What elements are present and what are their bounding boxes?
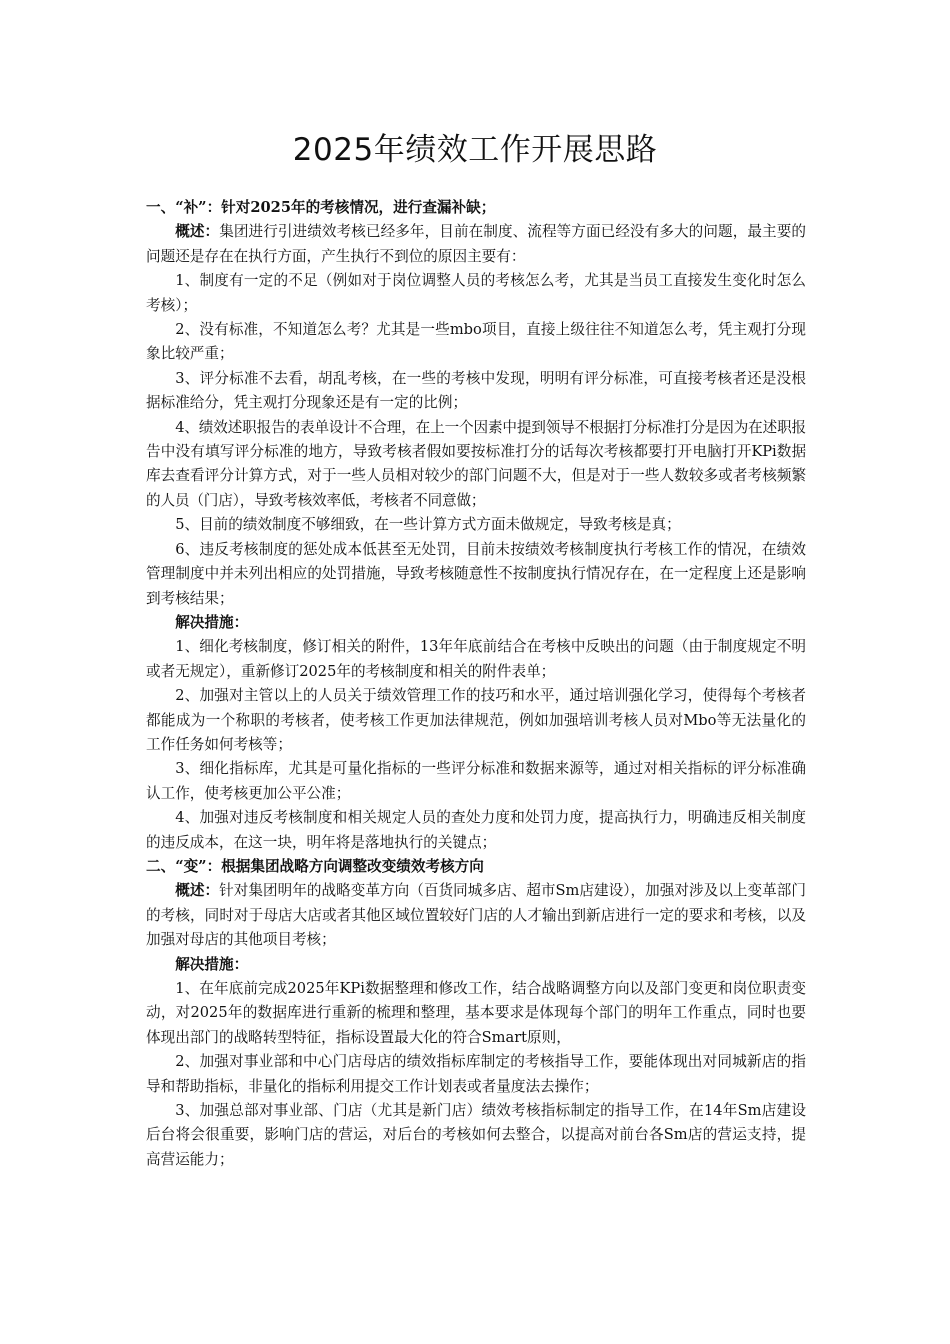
solution-item: 2、加强对主管以上的人员关于绩效管理工作的技巧和水平，通过培训强化学习，使得每个考核者都能成为一个称职的考核者，使考核工作更加法律规范，例如加强培训考核人员对Mbo等无法量化的工作任务如何考核等； xyxy=(146,687,806,753)
page-title: 2025年绩效工作开展思路 xyxy=(292,132,658,168)
solution-item: 1、细化考核制度，修订相关的附件，13年年底前结合在考核中反映出的问题（由于制度规定不明或者无规定），重新修订2025年的考核制度和相关的附件表单； xyxy=(146,638,806,680)
section-2-overview xyxy=(146,879,806,952)
problem-item: 1、制度有一定的不足（例如对于岗位调整人员的考核怎么考，尤其是当员工直接发生变化时怎么考核）； xyxy=(146,272,806,314)
solutions-label: 解决措施： xyxy=(175,613,249,631)
problem-item: 3、评分标准不去看，胡乱考核，在一些的考核中发现，明明有评分标准，可直接考核者还是没根据标准给分，凭主观打分现象还是有一定的比例； xyxy=(146,369,806,412)
overview-text: 集团进行引进绩效考核已经多年，目前在制度、流程等方面已经没有多大的问题，最主要的问题还是存在在执行方面，产生执行不到位的原因主要有： xyxy=(146,223,806,265)
overview-label: 概述： xyxy=(175,882,220,900)
solutions-label: 解决措施： xyxy=(175,955,249,973)
solution-item: 3、加强总部对事业部、门店（尤其是新门店）绩效考核指标制定的指导工作，在14年Sm店建设后台将会很重要，影响门店的营运，对后台的考核如何去整合，以提高对前台各Sm店的营运支持，提高营运能力； xyxy=(146,1102,806,1168)
solution-item: 4、加强对违反考核制度和相关规定人员的查处力度和处罚力度，提高执行力，明确违反相关制度的违反成本，在这一块，明年将是落地执行的关键点； xyxy=(146,809,806,851)
solution-item: 3、细化指标库，尤其是可量化指标的一些评分标准和数据来源等，通过对相关指标的评分标准确认工作，使考核更加公平公准； xyxy=(146,760,806,802)
problem-item: 6、违反考核制度的惩处成本低甚至无处罚，目前未按绩效考核制度执行考核工作的情况，在绩效管理制度中并未列出相应的处罚措施，导致考核随意性不按制度执行情况存在，在一定程度上还是影响到考核结果； xyxy=(146,540,806,607)
problem-item: 5、目前的绩效制度不够细致，在一些计算方式方面未做规定，导致考核是真； xyxy=(175,516,681,534)
solution-item: 2、加强对事业部和中心门店母店的绩效指标库制定的考核指导工作，要能体现出对同城新店的指导和帮助指标，非量化的指标利用提交工作计划表或者量度法去操作； xyxy=(146,1053,806,1095)
section-1-overview xyxy=(146,220,806,269)
solution-item: 1、在年底前完成2025年KPi数据整理和修改工作，结合战略调整方向以及部门变更和岗位职责变动，对2025年的数据库进行重新的梳理和整理，基本要求是体现每个部门的明年工作重点，同时也要体现出部门的战略转型特征，指标设置最大化的符合Smart原则， xyxy=(146,980,806,1046)
problem-item: 2、没有标准，不知道怎么考？尤其是一些mbo项目，直接上级往往不知道怎么考，凭主观打分现象比较严重； xyxy=(146,321,806,363)
section-1-heading: 一、“补”：针对2025年的考核情况，进行查漏补缺； xyxy=(146,199,496,216)
overview-label: 概述： xyxy=(175,223,220,241)
overview-text: 针对集团明年的战略变革方向（百货同城多店、超市Sm店建设），加强对涉及以上变革部门的考核，同时对于母店大店或者其他区域位置较好门店的人才输出到新店进行一定的要求和考核，以及加强对母店的其他项目考核； xyxy=(146,882,806,949)
section-2-heading: 二、“变”：根据集团战略方向调整改变绩效考核方向 xyxy=(146,857,484,875)
document-body xyxy=(146,196,806,1172)
problem-item: 4、绩效述职报告的表单设计不合理，在上一个因素中提到领导不根据打分标准打分是因为在述职报告中没有填写评分标准的地方，导致考核者假如要按标准打分的话每次考核都要打开电脑打开KPi数据库去查看评分计算方式，对于一些人员相对较少的部门问题不大，但是对于一些人数较多或者考核频繁的人员（门店），导致考核效率低，考核者不同意做； xyxy=(146,418,806,509)
